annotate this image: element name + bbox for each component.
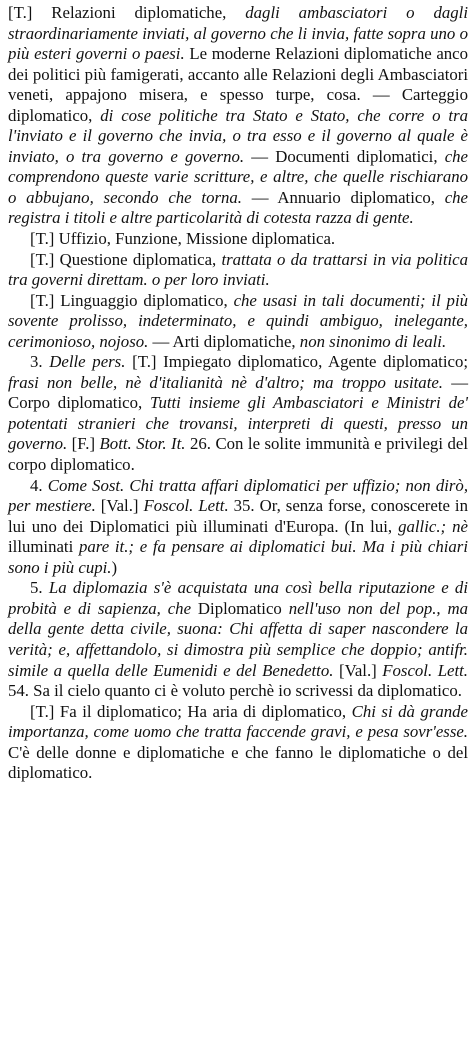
roman-text: illuminati xyxy=(8,537,79,557)
roman-text: 35. Or, senza forse, conoscerete in lui uno dei Diplomatici più illuminati d'Europa. (In lui, xyxy=(8,496,468,536)
italic-text: Bott. Stor. It. xyxy=(99,434,186,454)
roman-text: 3. xyxy=(30,352,50,372)
italic-text: trattata o da trattarsi in via politica tra governi direttam. o per loro inviati. xyxy=(8,249,469,290)
italic-text: nell'uso non del pop., ma della gente detta civile, suona: Chi affetta di saper nascondere la verità; e, affettandolo, si dimostra più semplice che doppio; antifr. simile a quella delle Eumenidi e del Benedetto. xyxy=(8,598,469,680)
entry-paragraph xyxy=(8,3,468,229)
roman-text: [Val.] xyxy=(333,660,383,680)
italic-text: Foscol. Lett. xyxy=(143,496,229,516)
italic-text: Delle pers. xyxy=(49,352,126,372)
italic-text: che comprendono queste varie scritture, e altre, che quelle rischiarano o abbujano, secondo che torna. xyxy=(8,146,468,207)
entry-paragraph xyxy=(8,229,468,250)
italic-text: gallic.; nè xyxy=(398,516,468,536)
italic-text: di cose politiche tra Stato e Stato, che corre o tra l'inviato e il governo che invia, o tra esso e il governo al quale è inviato, o tra governo e governo. xyxy=(8,105,469,166)
roman-text: [T.] Uffizio, Funzione, Missione diplomatica. xyxy=(30,229,336,249)
entry-paragraph xyxy=(8,702,468,784)
roman-text: [F.] xyxy=(67,434,100,454)
roman-text: Le moderne Relazioni diplomatiche anco dei politici più famigerati, accanto alle Relazioni degli Ambasciatori veneti, appajono misera, e spesso turpe, cosa. — Carteggio diplomatico, xyxy=(8,44,469,125)
italic-text: che usasi in tali documenti; il più sovente prolisso, indeterminato, e quindi ambiguo, inelegante, cerimonioso, nojoso. xyxy=(8,290,469,351)
roman-text: — Documenti diplomatici, xyxy=(244,146,445,166)
roman-text: 4. xyxy=(30,475,48,495)
italic-text: pare it.; e fa pensare ai diplomatici bui. Ma i più chiari sono i più cupi. xyxy=(8,537,468,577)
roman-text: — Annuario diplomatico, xyxy=(241,187,445,207)
roman-text: 26. Con le solite immunità e privilegi del corpo diplomatico. xyxy=(8,434,468,475)
italic-text: Foscol. Lett. xyxy=(382,660,468,680)
roman-text: ) xyxy=(111,557,118,577)
italic-text: frasi non belle, nè d'italianità nè d'altro; ma troppo usitate. xyxy=(8,372,444,392)
italic-text: Tutti insieme gli Ambasciatori e Ministri de' potentati stranieri che trovansi, interpreti di questi, presso un governo. xyxy=(8,393,469,454)
italic-text: dagli ambasciatori o dagli straordinariamente inviati, al governo che li invia, fatte sopra uno o più esteri governi o paesi. xyxy=(8,3,468,64)
roman-text: [T.] Linguaggio diplomatico, xyxy=(30,290,234,310)
italic-text: La diplomazia s'è acquistata una così bella riputazione e di probità e di sapienza, che xyxy=(8,578,468,618)
roman-text: [T.] Impiegato diplomatico, Agente diplomatico; xyxy=(125,352,469,372)
roman-text: C'è delle donne e diplomatiche e che fanno le diplomatiche o del diplomatico. xyxy=(8,742,468,783)
roman-text: [Val.] xyxy=(95,496,144,516)
italic-text: che registra i titoli e altre particolarità di cotesta razza di gente. xyxy=(8,187,468,228)
roman-text: [T.] Questione diplomatica, xyxy=(30,249,222,269)
italic-text: Chi si dà grande importanza, come uomo che tratta faccende gravi, e pesa sovr'esse. xyxy=(8,701,468,742)
roman-text: Diplomatico xyxy=(191,598,289,618)
entry-paragraph xyxy=(8,291,468,353)
entry-paragraph xyxy=(8,476,468,579)
roman-text: [T.] Relazioni diplomatiche, xyxy=(8,3,246,22)
roman-text: — Arti diplomatiche, xyxy=(148,331,300,351)
roman-text: [T.] Fa il diplomatico; Ha aria di diplomatico, xyxy=(30,701,352,721)
roman-text: — Corpo diplomatico, xyxy=(8,372,469,413)
roman-text: 54. Sa il cielo quanto ci è voluto perchè io scrivessi da diplomatico. xyxy=(8,681,462,701)
entry-paragraph xyxy=(8,578,468,701)
italic-text: Come Sost. Chi tratta affari diplomatici per uffizio; non dirò, per mestiere. xyxy=(8,475,469,516)
italic-text: non sinonimo di leali. xyxy=(299,331,447,351)
entry-paragraph xyxy=(8,250,468,291)
roman-text: 5. xyxy=(30,578,49,598)
entry-paragraph xyxy=(8,352,468,475)
